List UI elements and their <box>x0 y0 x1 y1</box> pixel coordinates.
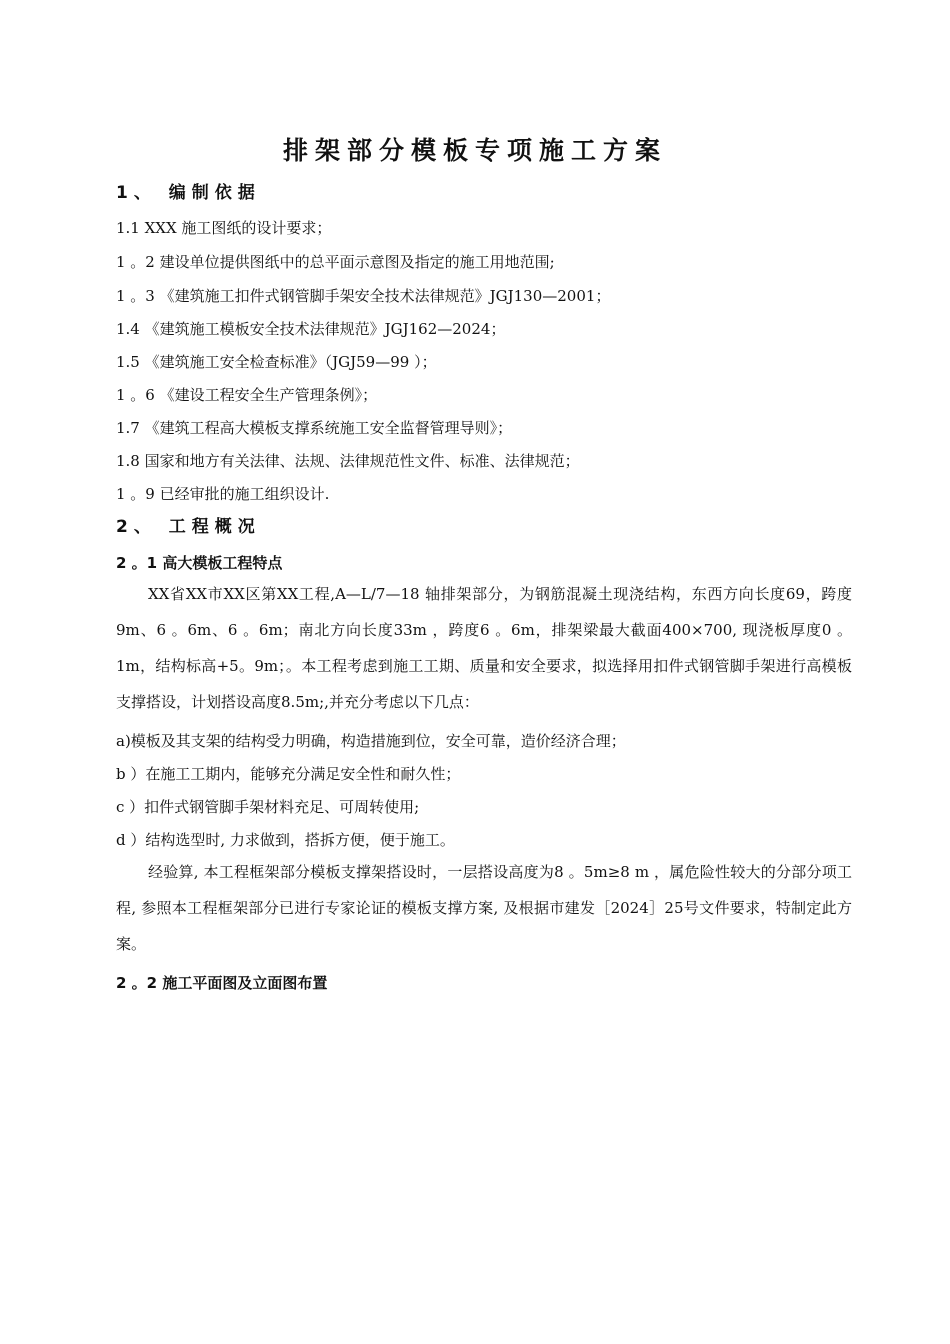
basis-item-3: 1 。3 《建筑施工扣件式钢管脚手架安全技术法律规范》JGJ130—2001； <box>116 287 611 305</box>
basis-item-9: 1 。9 已经审批的施工组织设计. <box>116 485 330 503</box>
basis-item-8: 1.8 国家和地方有关法律、法规、法律规范性文件、标准、法律规范； <box>116 452 580 470</box>
section-1-heading: 1、 编制依据 <box>116 183 261 203</box>
point-b: b ）在施工工期内，能够充分满足安全性和耐久性； <box>116 765 461 783</box>
basis-item-6: 1 。6 《建设工程安全生产管理条例》； <box>116 386 378 404</box>
subsection-2-1-heading: 2 。1 高大模板工程特点 <box>116 554 283 572</box>
point-d: d ）结构选型时, 力求做到，搭拆方便，便于施工。 <box>116 831 455 849</box>
section-2-heading: 2、 工程概况 <box>116 517 261 537</box>
basis-item-2: 1 。2 建设单位提供图纸中的总平面示意图及指定的施工用地范围; <box>116 253 555 271</box>
basis-item-1: 1.1 XXX 施工图纸的设计要求； <box>116 219 332 237</box>
project-overview-paragraph: XX省XX市XX区第XX工程,A—L/7—18 轴排架部分，为钢筋混凝土现浇结构，东西方向长度69，跨度 9m、6 。6m、6 。6m；南北方向长度33m ，跨度6 。6m，排架梁最大截面400×700, 现浇板厚度0 。1m，结构标高+5。9m；。本工程考虑到施工工期、质量和安全要求，拟选择用扣件式钢管脚手架进行高模板支撑搭设，计划搭设高度8.5m;,并充分考虑以下几点： <box>116 585 852 711</box>
basis-item-7: 1.7 《建筑工程高大模板支撑系统施工安全监督管理导则》； <box>116 419 513 437</box>
point-a: a)模板及其支架的结构受力明确，构造措施到位，安全可靠，造价经济合理； <box>116 732 626 750</box>
subsection-2-2-heading: 2 。2 施工平面图及立面图布置 <box>116 974 328 992</box>
point-c: c ）扣件式钢管脚手架材料充足、可周转使用; <box>116 798 420 816</box>
document-title: 排架部分模板专项施工方案 <box>282 136 667 165</box>
basis-item-5: 1.5 《建筑施工安全检查标准》（JGJ59—99 ）； <box>116 353 437 371</box>
basis-item-4: 1.4 《建筑施工模板安全技术法律规范》JGJ162—2024； <box>116 320 506 338</box>
verification-paragraph: 经验算, 本工程框架部分模板支撑架搭设时，一层搭设高度为8 。5m≥8 m ，属危险性较大的分部分项工程, 参照本工程框架部分已进行专家论证的模板支撑方案, 及根据市建发［2024］25号文件要求，特制定此方案。 <box>116 863 852 953</box>
